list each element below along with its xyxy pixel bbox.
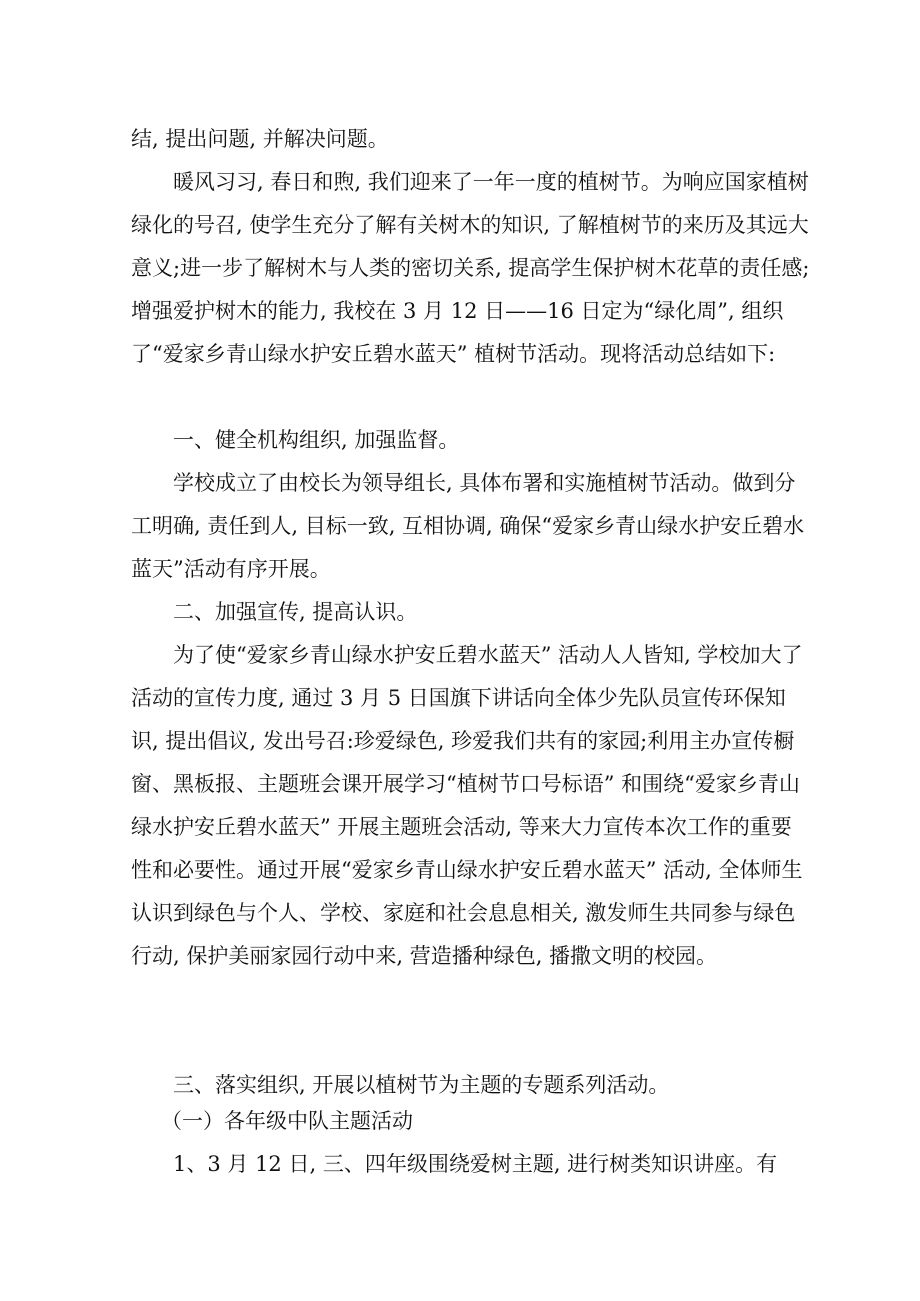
paragraph-continuation: 结, 提出问题, 并解决问题。 (131, 127, 389, 151)
section-heading-2: 二、加强宣传, 提高认识。 (173, 600, 418, 624)
paragraph-organization: 学校成立了由校长为领导组长, 具体布署和实施植树节活动。做到分工明确, 责任到人, 目标一致, 互相协调, 确保“爱家乡青山绿水护安丘碧水蓝天”活动有序开展。 (131, 471, 805, 581)
section-heading-3: 三、落实组织, 开展以植树节为主题的专题系列活动。 (173, 1073, 670, 1097)
section-heading-1: 一、健全机构组织, 加强监督。 (173, 428, 460, 452)
paragraph-intro: 暖风习习, 春日和煦, 我们迎来了一年一度的植树节。为响应国家植树绿化的号召, 使学生充分了解有关树木的知识, 了解植树节的来历及其远大意义;进一步了解树木与人类的密切关系, 提高学生保护树木花草的责任感;增强爱护树木的能力, 我校在 3 月 12 日——16 日定为“绿化周”, 组织了“爱家乡青山绿水护安丘碧水蓝天” 植树节活动。现将活动总结如下: (131, 170, 810, 366)
paragraph-activity-1: 1、3 月 12 日, 三、四年级围绕爱树主题, 进行树类知识讲座。有 (173, 1152, 778, 1176)
paragraph-publicity: 为了使“爱家乡青山绿水护安丘碧水蓝天” 活动人人皆知, 学校加大了活动的宣传力度, 通过 3 月 5 日国旗下讲话向全体少先队员宣传环保知识, 提出倡议, 发出号召:珍爱绿色, 珍爱我们共有的家园;利用主办宣传橱窗、黑板报、主题班会课开展学习“植树节口号标语” 和围绕“爱家乡青山绿水护安丘碧水蓝天” 开展主题班会活动, 等来大力宣传本次工作的重要性和必要性。通过开展“爱家乡青山绿水护安丘碧水蓝天” 活动, 全体师生认识到绿色与个人、学校、家庭和社会息息相关, 激发师生共同参与绿色行动, 保护美丽家园行动中来, 营造播种绿色, 播撒文明的校园。 (131, 643, 803, 968)
subsection-heading: （一）各年级中队主题活动 (161, 1109, 413, 1133)
